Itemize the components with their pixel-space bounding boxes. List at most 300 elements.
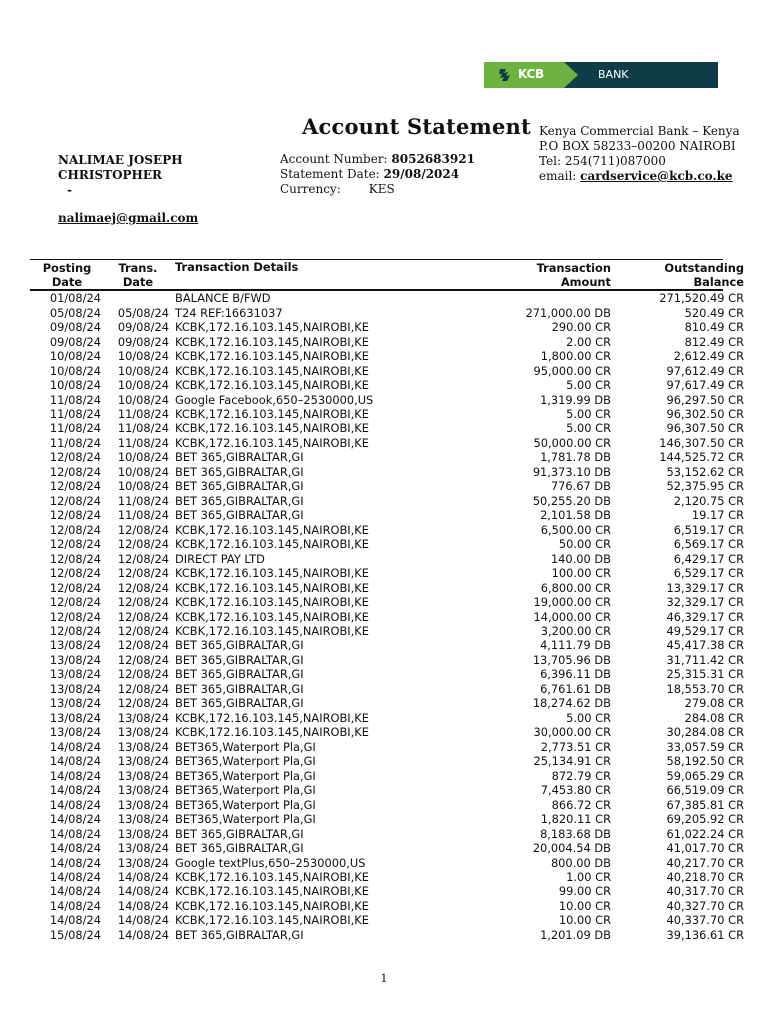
cell-transaction-details: KCBK,172.16.103.145,NAIROBI,KE xyxy=(175,884,369,899)
cell-outstanding-balance: 96,307.50 CR xyxy=(666,421,744,436)
table-row xyxy=(30,638,747,652)
cell-posting-date: 12/08/24 xyxy=(49,624,101,639)
cell-transaction-amount: 1.00 CR xyxy=(566,869,611,884)
cell-posting-date: 14/08/24 xyxy=(49,812,101,827)
cell-posting-date: 12/08/24 xyxy=(49,551,101,566)
cell-transaction-details: BET 365,GIBRALTAR,GI xyxy=(175,638,304,653)
table-row xyxy=(30,392,747,406)
table-row xyxy=(30,899,747,913)
cell-outstanding-balance: 6,429.17 CR xyxy=(673,551,744,566)
table-row xyxy=(30,812,747,826)
table-row xyxy=(30,841,747,855)
cell-trans-date: 12/08/24 xyxy=(117,580,169,595)
cell-trans-date: 12/08/24 xyxy=(117,609,169,624)
cell-outstanding-balance: 146,307.50 CR xyxy=(659,435,744,450)
cell-transaction-details: KCBK,172.16.103.145,NAIROBI,KE xyxy=(175,609,369,624)
cell-trans-date: 09/08/24 xyxy=(117,334,169,349)
bank-email-label: email: xyxy=(539,169,581,183)
table-row xyxy=(30,711,747,725)
cell-transaction-details: BET365,Waterport Pla,GI xyxy=(175,783,316,798)
table-row xyxy=(30,797,747,811)
cell-posting-date: 14/08/24 xyxy=(49,855,101,870)
cell-trans-date: 13/08/24 xyxy=(117,841,169,856)
cell-outstanding-balance: 6,569.17 CR xyxy=(673,537,744,552)
cell-posting-date: 09/08/24 xyxy=(49,320,101,335)
cell-transaction-amount: 99.00 CR xyxy=(558,884,611,899)
cell-posting-date: 09/08/24 xyxy=(49,334,101,349)
cell-outstanding-balance: 25,315.31 CR xyxy=(666,667,744,682)
cell-transaction-amount: 776.67 DB xyxy=(550,479,611,494)
cell-transaction-details: KCBK,172.16.103.145,NAIROBI,KE xyxy=(175,725,369,740)
cell-transaction-amount: 10.00 CR xyxy=(558,913,611,928)
cell-posting-date: 12/08/24 xyxy=(49,537,101,552)
cell-outstanding-balance: 33,057.59 CR xyxy=(666,739,744,754)
cell-trans-date: 11/08/24 xyxy=(117,406,169,421)
account-number-line xyxy=(280,152,475,167)
cell-outstanding-balance: 61,022.24 CR xyxy=(666,826,744,841)
page-title: Account Statement xyxy=(302,114,531,139)
cell-transaction-details: Google Facebook,650–2530000,US xyxy=(175,392,374,407)
cell-trans-date: 10/08/24 xyxy=(117,450,169,465)
table-row xyxy=(30,768,747,782)
cell-transaction-details: BET 365,GIBRALTAR,GI xyxy=(175,696,304,711)
cell-posting-date: 14/08/24 xyxy=(49,768,101,783)
cell-transaction-details: BET 365,GIBRALTAR,GI xyxy=(175,493,304,508)
cell-transaction-amount: 100.00 CR xyxy=(551,566,611,581)
cell-trans-date: 12/08/24 xyxy=(117,638,169,653)
cell-outstanding-balance: 96,297.50 CR xyxy=(666,392,744,407)
table-row xyxy=(30,754,747,768)
cell-outstanding-balance: 144,525.72 CR xyxy=(659,450,744,465)
statement-date-label: Statement Date: xyxy=(280,167,384,181)
cell-trans-date: 10/08/24 xyxy=(117,479,169,494)
cell-transaction-details: T24 REF:16631037 xyxy=(175,305,283,320)
table-row xyxy=(30,580,747,594)
table-row xyxy=(30,870,747,884)
cell-transaction-details: BET 365,GIBRALTAR,GI xyxy=(175,464,304,479)
cell-transaction-amount: 290.00 CR xyxy=(551,320,611,335)
cell-trans-date: 14/08/24 xyxy=(117,898,169,913)
cell-transaction-amount: 1,319.99 DB xyxy=(540,392,611,407)
customer-email-link[interactable]: nalimaej@gmail.com xyxy=(58,211,199,225)
cell-transaction-details: BET 365,GIBRALTAR,GI xyxy=(175,841,304,856)
cell-transaction-amount: 50,000.00 CR xyxy=(533,435,611,450)
cell-transaction-amount: 8,183.68 DB xyxy=(540,826,611,841)
cell-outstanding-balance: 812.49 CR xyxy=(684,334,744,349)
cell-posting-date: 12/08/24 xyxy=(49,479,101,494)
cell-transaction-amount: 4,111.79 DB xyxy=(540,638,611,653)
cell-transaction-details: KCBK,172.16.103.145,NAIROBI,KE xyxy=(175,913,369,928)
table-row xyxy=(30,421,747,435)
cell-trans-date: 10/08/24 xyxy=(117,378,169,393)
table-row xyxy=(30,436,747,450)
cell-posting-date: 12/08/24 xyxy=(49,464,101,479)
table-row xyxy=(30,508,747,522)
kcb-mark-icon xyxy=(498,67,516,83)
cell-outstanding-balance: 53,152.62 CR xyxy=(666,464,744,479)
bank-name: Kenya Commercial Bank – Kenya xyxy=(539,124,740,138)
table-row xyxy=(30,913,747,927)
cell-trans-date: 13/08/24 xyxy=(117,768,169,783)
statement-date-value: 29/08/2024 xyxy=(383,167,460,181)
cell-posting-date: 10/08/24 xyxy=(49,349,101,364)
table-row xyxy=(30,305,747,319)
cell-posting-date: 12/08/24 xyxy=(49,595,101,610)
cell-transaction-details: KCBK,172.16.103.145,NAIROBI,KE xyxy=(175,349,369,364)
cell-outstanding-balance: 279.08 CR xyxy=(684,696,744,711)
cell-transaction-amount: 1,781.78 DB xyxy=(540,450,611,465)
cell-outstanding-balance: 6,519.17 CR xyxy=(673,522,744,537)
cell-trans-date: 14/08/24 xyxy=(117,884,169,899)
cell-trans-date: 12/08/24 xyxy=(117,696,169,711)
cell-posting-date: 14/08/24 xyxy=(49,826,101,841)
cell-transaction-amount: 10.00 CR xyxy=(558,898,611,913)
cell-outstanding-balance: 6,529.17 CR xyxy=(673,566,744,581)
cell-outstanding-balance: 97,617.49 CR xyxy=(666,378,744,393)
table-row xyxy=(30,494,747,508)
cell-outstanding-balance: 40,217.70 CR xyxy=(666,855,744,870)
logo-kcb-text: KCB xyxy=(518,67,544,81)
logo-arrow-shape xyxy=(564,62,578,88)
cell-transaction-details: KCBK,172.16.103.145,NAIROBI,KE xyxy=(175,363,369,378)
header-trans-date: Trans. Date xyxy=(118,261,158,289)
cell-transaction-details: BET 365,GIBRALTAR,GI xyxy=(175,450,304,465)
cell-outstanding-balance: 19.17 CR xyxy=(691,508,744,523)
table-row xyxy=(30,855,747,869)
table-row xyxy=(30,537,747,551)
cell-outstanding-balance: 96,302.50 CR xyxy=(666,406,744,421)
cell-posting-date: 05/08/24 xyxy=(49,305,101,320)
cell-posting-date: 14/08/24 xyxy=(49,913,101,928)
cell-transaction-details: KCBK,172.16.103.145,NAIROBI,KE xyxy=(175,421,369,436)
bank-email-line xyxy=(539,169,740,184)
cell-trans-date: 14/08/24 xyxy=(117,913,169,928)
cell-transaction-amount: 50,255.20 DB xyxy=(532,493,611,508)
cell-trans-date: 13/08/24 xyxy=(117,826,169,841)
cell-outstanding-balance: 30,284.08 CR xyxy=(666,725,744,740)
customer-name-line2: CHRISTOPHER xyxy=(58,168,163,182)
cell-transaction-amount: 25,134.91 CR xyxy=(533,754,611,769)
cell-transaction-details: BET 365,GIBRALTAR,GI xyxy=(175,479,304,494)
cell-transaction-details: KCBK,172.16.103.145,NAIROBI,KE xyxy=(175,378,369,393)
table-row xyxy=(30,740,747,754)
table-row xyxy=(30,334,747,348)
table-row xyxy=(30,826,747,840)
cell-transaction-amount: 6,500.00 CR xyxy=(540,522,611,537)
table-row xyxy=(30,884,747,898)
cell-outstanding-balance: 67,385.81 CR xyxy=(666,797,744,812)
cell-outstanding-balance: 45,417.38 CR xyxy=(666,638,744,653)
cell-outstanding-balance: 40,327.70 CR xyxy=(666,898,744,913)
cell-trans-date: 13/08/24 xyxy=(117,725,169,740)
table-row xyxy=(30,291,747,305)
cell-trans-date: 14/08/24 xyxy=(117,927,169,942)
cell-trans-date: 13/08/24 xyxy=(117,739,169,754)
cell-posting-date: 01/08/24 xyxy=(49,291,101,306)
bank-address: P.O BOX 58233–00200 NAIROBI xyxy=(539,139,736,153)
cell-trans-date: 13/08/24 xyxy=(117,812,169,827)
cell-outstanding-balance: 810.49 CR xyxy=(684,320,744,335)
table-row xyxy=(30,928,747,942)
table-row xyxy=(30,378,747,392)
cell-trans-date: 13/08/24 xyxy=(117,783,169,798)
cell-trans-date: 09/08/24 xyxy=(117,320,169,335)
cell-outstanding-balance: 40,218.70 CR xyxy=(666,869,744,884)
cell-posting-date: 13/08/24 xyxy=(49,667,101,682)
cell-outstanding-balance: 32,329.17 CR xyxy=(666,595,744,610)
cell-trans-date: 12/08/24 xyxy=(117,595,169,610)
cell-posting-date: 12/08/24 xyxy=(49,609,101,624)
table-row xyxy=(30,667,747,681)
cell-transaction-amount: 271,000.00 DB xyxy=(525,305,611,320)
table-row xyxy=(30,407,747,421)
cell-outstanding-balance: 39,136.61 CR xyxy=(666,927,744,942)
table-row xyxy=(30,624,747,638)
cell-transaction-amount: 14,000.00 CR xyxy=(533,609,611,624)
cell-outstanding-balance: 69,205.92 CR xyxy=(666,812,744,827)
table-row xyxy=(30,566,747,580)
cell-posting-date: 12/08/24 xyxy=(49,508,101,523)
customer-name-line1: NALIMAE JOSEPH xyxy=(58,153,183,167)
cell-trans-date: 10/08/24 xyxy=(117,392,169,407)
table-row xyxy=(30,320,747,334)
cell-transaction-amount: 3,200.00 CR xyxy=(540,624,611,639)
table-row xyxy=(30,363,747,377)
cell-transaction-details: KCBK,172.16.103.145,NAIROBI,KE xyxy=(175,334,369,349)
bank-contact-block xyxy=(539,124,740,184)
cell-trans-date: 12/08/24 xyxy=(117,551,169,566)
cell-trans-date: 14/08/24 xyxy=(117,869,169,884)
cell-transaction-details: KCBK,172.16.103.145,NAIROBI,KE xyxy=(175,595,369,610)
cell-transaction-details: BET365,Waterport Pla,GI xyxy=(175,812,316,827)
cell-posting-date: 13/08/24 xyxy=(49,696,101,711)
cell-trans-date: 12/08/24 xyxy=(117,522,169,537)
table-row xyxy=(30,551,747,565)
cell-outstanding-balance: 52,375.95 CR xyxy=(666,479,744,494)
cell-outstanding-balance: 2,120.75 CR xyxy=(673,493,744,508)
cell-posting-date: 14/08/24 xyxy=(49,841,101,856)
cell-posting-date: 14/08/24 xyxy=(49,869,101,884)
cell-transaction-amount: 5.00 CR xyxy=(566,710,611,725)
cell-trans-date: 12/08/24 xyxy=(117,652,169,667)
transactions-table xyxy=(30,259,747,942)
table-row xyxy=(30,479,747,493)
cell-transaction-amount: 20,004.54 DB xyxy=(532,841,611,856)
table-header-row xyxy=(30,259,747,291)
table-row xyxy=(30,450,747,464)
table-row xyxy=(30,609,747,623)
cell-transaction-amount xyxy=(450,291,614,305)
cell-outstanding-balance: 41,017.70 CR xyxy=(666,841,744,856)
cell-transaction-amount: 5.00 CR xyxy=(566,378,611,393)
cell-transaction-amount: 19,000.00 CR xyxy=(533,595,611,610)
cell-transaction-details: BET 365,GIBRALTAR,GI xyxy=(175,681,304,696)
currency-value: KES xyxy=(368,182,395,196)
cell-posting-date: 11/08/24 xyxy=(49,392,101,407)
cell-posting-date: 10/08/24 xyxy=(49,363,101,378)
cell-outstanding-balance: 58,192.50 CR xyxy=(666,754,744,769)
cell-outstanding-balance: 520.49 CR xyxy=(684,305,744,320)
header-posting-date: Posting Date xyxy=(42,261,92,289)
table-row xyxy=(30,465,747,479)
cell-trans-date: 13/08/24 xyxy=(117,797,169,812)
cell-outstanding-balance: 46,329.17 CR xyxy=(666,609,744,624)
cell-posting-date: 14/08/24 xyxy=(49,884,101,899)
table-row xyxy=(30,783,747,797)
cell-posting-date: 12/08/24 xyxy=(49,566,101,581)
cell-posting-date: 14/08/24 xyxy=(49,797,101,812)
cell-trans-date: 05/08/24 xyxy=(117,305,169,320)
cell-posting-date: 13/08/24 xyxy=(49,638,101,653)
cell-trans-date: 12/08/24 xyxy=(117,624,169,639)
cell-trans-date: 12/08/24 xyxy=(117,681,169,696)
cell-transaction-details: KCBK,172.16.103.145,NAIROBI,KE xyxy=(175,624,369,639)
account-info-block xyxy=(280,152,475,197)
cell-posting-date: 12/08/24 xyxy=(49,522,101,537)
cell-posting-date: 10/08/24 xyxy=(49,378,101,393)
cell-transaction-details: KCBK,172.16.103.145,NAIROBI,KE xyxy=(175,537,369,552)
cell-outstanding-balance: 284.08 CR xyxy=(684,710,744,725)
cell-transaction-amount: 5.00 CR xyxy=(566,421,611,436)
logo-bank-text: BANK xyxy=(598,68,629,81)
cell-posting-date: 11/08/24 xyxy=(49,406,101,421)
cell-transaction-details: BET 365,GIBRALTAR,GI xyxy=(175,652,304,667)
cell-outstanding-balance: 271,520.49 CR xyxy=(659,291,744,306)
cell-trans-date: 11/08/24 xyxy=(117,435,169,450)
cell-transaction-details: KCBK,172.16.103.145,NAIROBI,KE xyxy=(175,435,369,450)
cell-outstanding-balance: 40,317.70 CR xyxy=(666,884,744,899)
table-row xyxy=(30,653,747,667)
cell-transaction-details: BET365,Waterport Pla,GI xyxy=(175,739,316,754)
cell-posting-date: 14/08/24 xyxy=(49,783,101,798)
cell-posting-date: 14/08/24 xyxy=(49,754,101,769)
cell-transaction-amount: 6,761.61 DB xyxy=(540,681,611,696)
account-number-value: 8052683921 xyxy=(391,152,475,166)
cell-transaction-amount: 140.00 DB xyxy=(550,551,611,566)
cell-trans-date: 12/08/24 xyxy=(117,667,169,682)
cell-transaction-amount: 2,101.58 DB xyxy=(540,508,611,523)
cell-trans-date: 12/08/24 xyxy=(117,537,169,552)
cell-outstanding-balance: 31,711.42 CR xyxy=(666,652,744,667)
cell-transaction-details: BET 365,GIBRALTAR,GI xyxy=(175,826,304,841)
bank-tel: Tel: 254(711)087000 xyxy=(539,154,666,168)
cell-outstanding-balance: 59,065.29 CR xyxy=(666,768,744,783)
currency-line xyxy=(280,182,475,197)
cell-transaction-details: BET365,Waterport Pla,GI xyxy=(175,797,316,812)
transactions-body xyxy=(30,291,747,942)
table-row xyxy=(30,682,747,696)
cell-transaction-amount: 2.00 CR xyxy=(566,334,611,349)
cell-transaction-details: BALANCE B/FWD xyxy=(175,291,271,306)
cell-trans-date: 13/08/24 xyxy=(117,710,169,725)
cell-transaction-amount: 6,800.00 CR xyxy=(540,580,611,595)
customer-name-block xyxy=(58,153,183,198)
cell-posting-date: 11/08/24 xyxy=(49,421,101,436)
cell-transaction-amount: 6,396.11 DB xyxy=(540,667,611,682)
cell-transaction-details: KCBK,172.16.103.145,NAIROBI,KE xyxy=(175,580,369,595)
cell-transaction-details: KCBK,172.16.103.145,NAIROBI,KE xyxy=(175,320,369,335)
cell-trans-date: 11/08/24 xyxy=(117,421,169,436)
cell-transaction-amount: 13,705.96 DB xyxy=(532,652,611,667)
cell-transaction-amount: 95,000.00 CR xyxy=(533,363,611,378)
statement-date-line xyxy=(280,167,475,182)
cell-transaction-amount: 50.00 CR xyxy=(558,537,611,552)
cell-posting-date: 15/08/24 xyxy=(49,927,101,942)
cell-transaction-amount: 18,274.62 DB xyxy=(532,696,611,711)
cell-transaction-amount: 866.72 CR xyxy=(551,797,611,812)
cell-transaction-amount: 800.00 DB xyxy=(550,855,611,870)
cell-transaction-details: BET365,Waterport Pla,GI xyxy=(175,754,316,769)
cell-posting-date: 13/08/24 xyxy=(49,710,101,725)
cell-posting-date: 14/08/24 xyxy=(49,739,101,754)
cell-trans-date: 13/08/24 xyxy=(117,754,169,769)
table-row xyxy=(30,523,747,537)
header-transaction-amount: Transaction Amount xyxy=(536,261,611,289)
cell-transaction-details: KCBK,172.16.103.145,NAIROBI,KE xyxy=(175,869,369,884)
account-number-label: Account Number: xyxy=(280,152,392,166)
table-row xyxy=(30,725,747,739)
cell-trans-date: 11/08/24 xyxy=(117,508,169,523)
cell-transaction-amount: 1,800.00 CR xyxy=(540,349,611,364)
customer-name-line3: - xyxy=(67,183,72,197)
page-number: 1 xyxy=(380,972,388,985)
cell-outstanding-balance: 13,329.17 CR xyxy=(666,580,744,595)
cell-transaction-details: BET 365,GIBRALTAR,GI xyxy=(175,667,304,682)
cell-posting-date: 12/08/24 xyxy=(49,493,101,508)
cell-transaction-details: KCBK,172.16.103.145,NAIROBI,KE xyxy=(175,522,369,537)
cell-outstanding-balance: 40,337.70 CR xyxy=(666,913,744,928)
header-outstanding-balance: Outstanding Balance xyxy=(664,261,744,289)
cell-trans-date: 12/08/24 xyxy=(117,566,169,581)
cell-transaction-amount: 872.79 CR xyxy=(551,768,611,783)
currency-label: Currency: xyxy=(280,182,341,196)
cell-trans-date: 11/08/24 xyxy=(117,493,169,508)
cell-transaction-details: KCBK,172.16.103.145,NAIROBI,KE xyxy=(175,406,369,421)
cell-transaction-details: KCBK,172.16.103.145,NAIROBI,KE xyxy=(175,898,369,913)
cell-trans-date: 10/08/24 xyxy=(117,464,169,479)
cell-posting-date: 13/08/24 xyxy=(49,681,101,696)
cell-transaction-details: Google textPlus,650–2530000,US xyxy=(175,855,366,870)
bank-email-link[interactable]: cardservice@kcb.co.ke xyxy=(580,169,733,183)
cell-trans-date: 13/08/24 xyxy=(117,855,169,870)
cell-outstanding-balance: 2,612.49 CR xyxy=(673,349,744,364)
kcb-logo xyxy=(484,62,718,88)
cell-transaction-details: BET365,Waterport Pla,GI xyxy=(175,768,316,783)
cell-posting-date: 13/08/24 xyxy=(49,725,101,740)
cell-transaction-amount: 1,201.09 DB xyxy=(540,927,611,942)
cell-transaction-amount: 7,453.80 CR xyxy=(540,783,611,798)
cell-outstanding-balance: 97,612.49 CR xyxy=(666,363,744,378)
cell-outstanding-balance: 18,553.70 CR xyxy=(666,681,744,696)
cell-transaction-amount: 91,373.10 DB xyxy=(532,464,611,479)
cell-posting-date: 11/08/24 xyxy=(49,435,101,450)
table-row xyxy=(30,595,747,609)
cell-outstanding-balance: 49,529.17 CR xyxy=(666,624,744,639)
cell-outstanding-balance: 66,519.09 CR xyxy=(666,783,744,798)
cell-transaction-details: KCBK,172.16.103.145,NAIROBI,KE xyxy=(175,566,369,581)
cell-trans-date: 10/08/24 xyxy=(117,349,169,364)
cell-posting-date: 13/08/24 xyxy=(49,652,101,667)
table-row xyxy=(30,696,747,710)
cell-posting-date: 12/08/24 xyxy=(49,580,101,595)
cell-transaction-details: DIRECT PAY LTD xyxy=(175,551,265,566)
cell-transaction-amount: 30,000.00 CR xyxy=(533,725,611,740)
cell-transaction-amount: 5.00 CR xyxy=(566,406,611,421)
cell-transaction-amount: 2,773.51 CR xyxy=(540,739,611,754)
table-row xyxy=(30,349,747,363)
cell-transaction-details: KCBK,172.16.103.145,NAIROBI,KE xyxy=(175,710,369,725)
cell-posting-date: 12/08/24 xyxy=(49,450,101,465)
